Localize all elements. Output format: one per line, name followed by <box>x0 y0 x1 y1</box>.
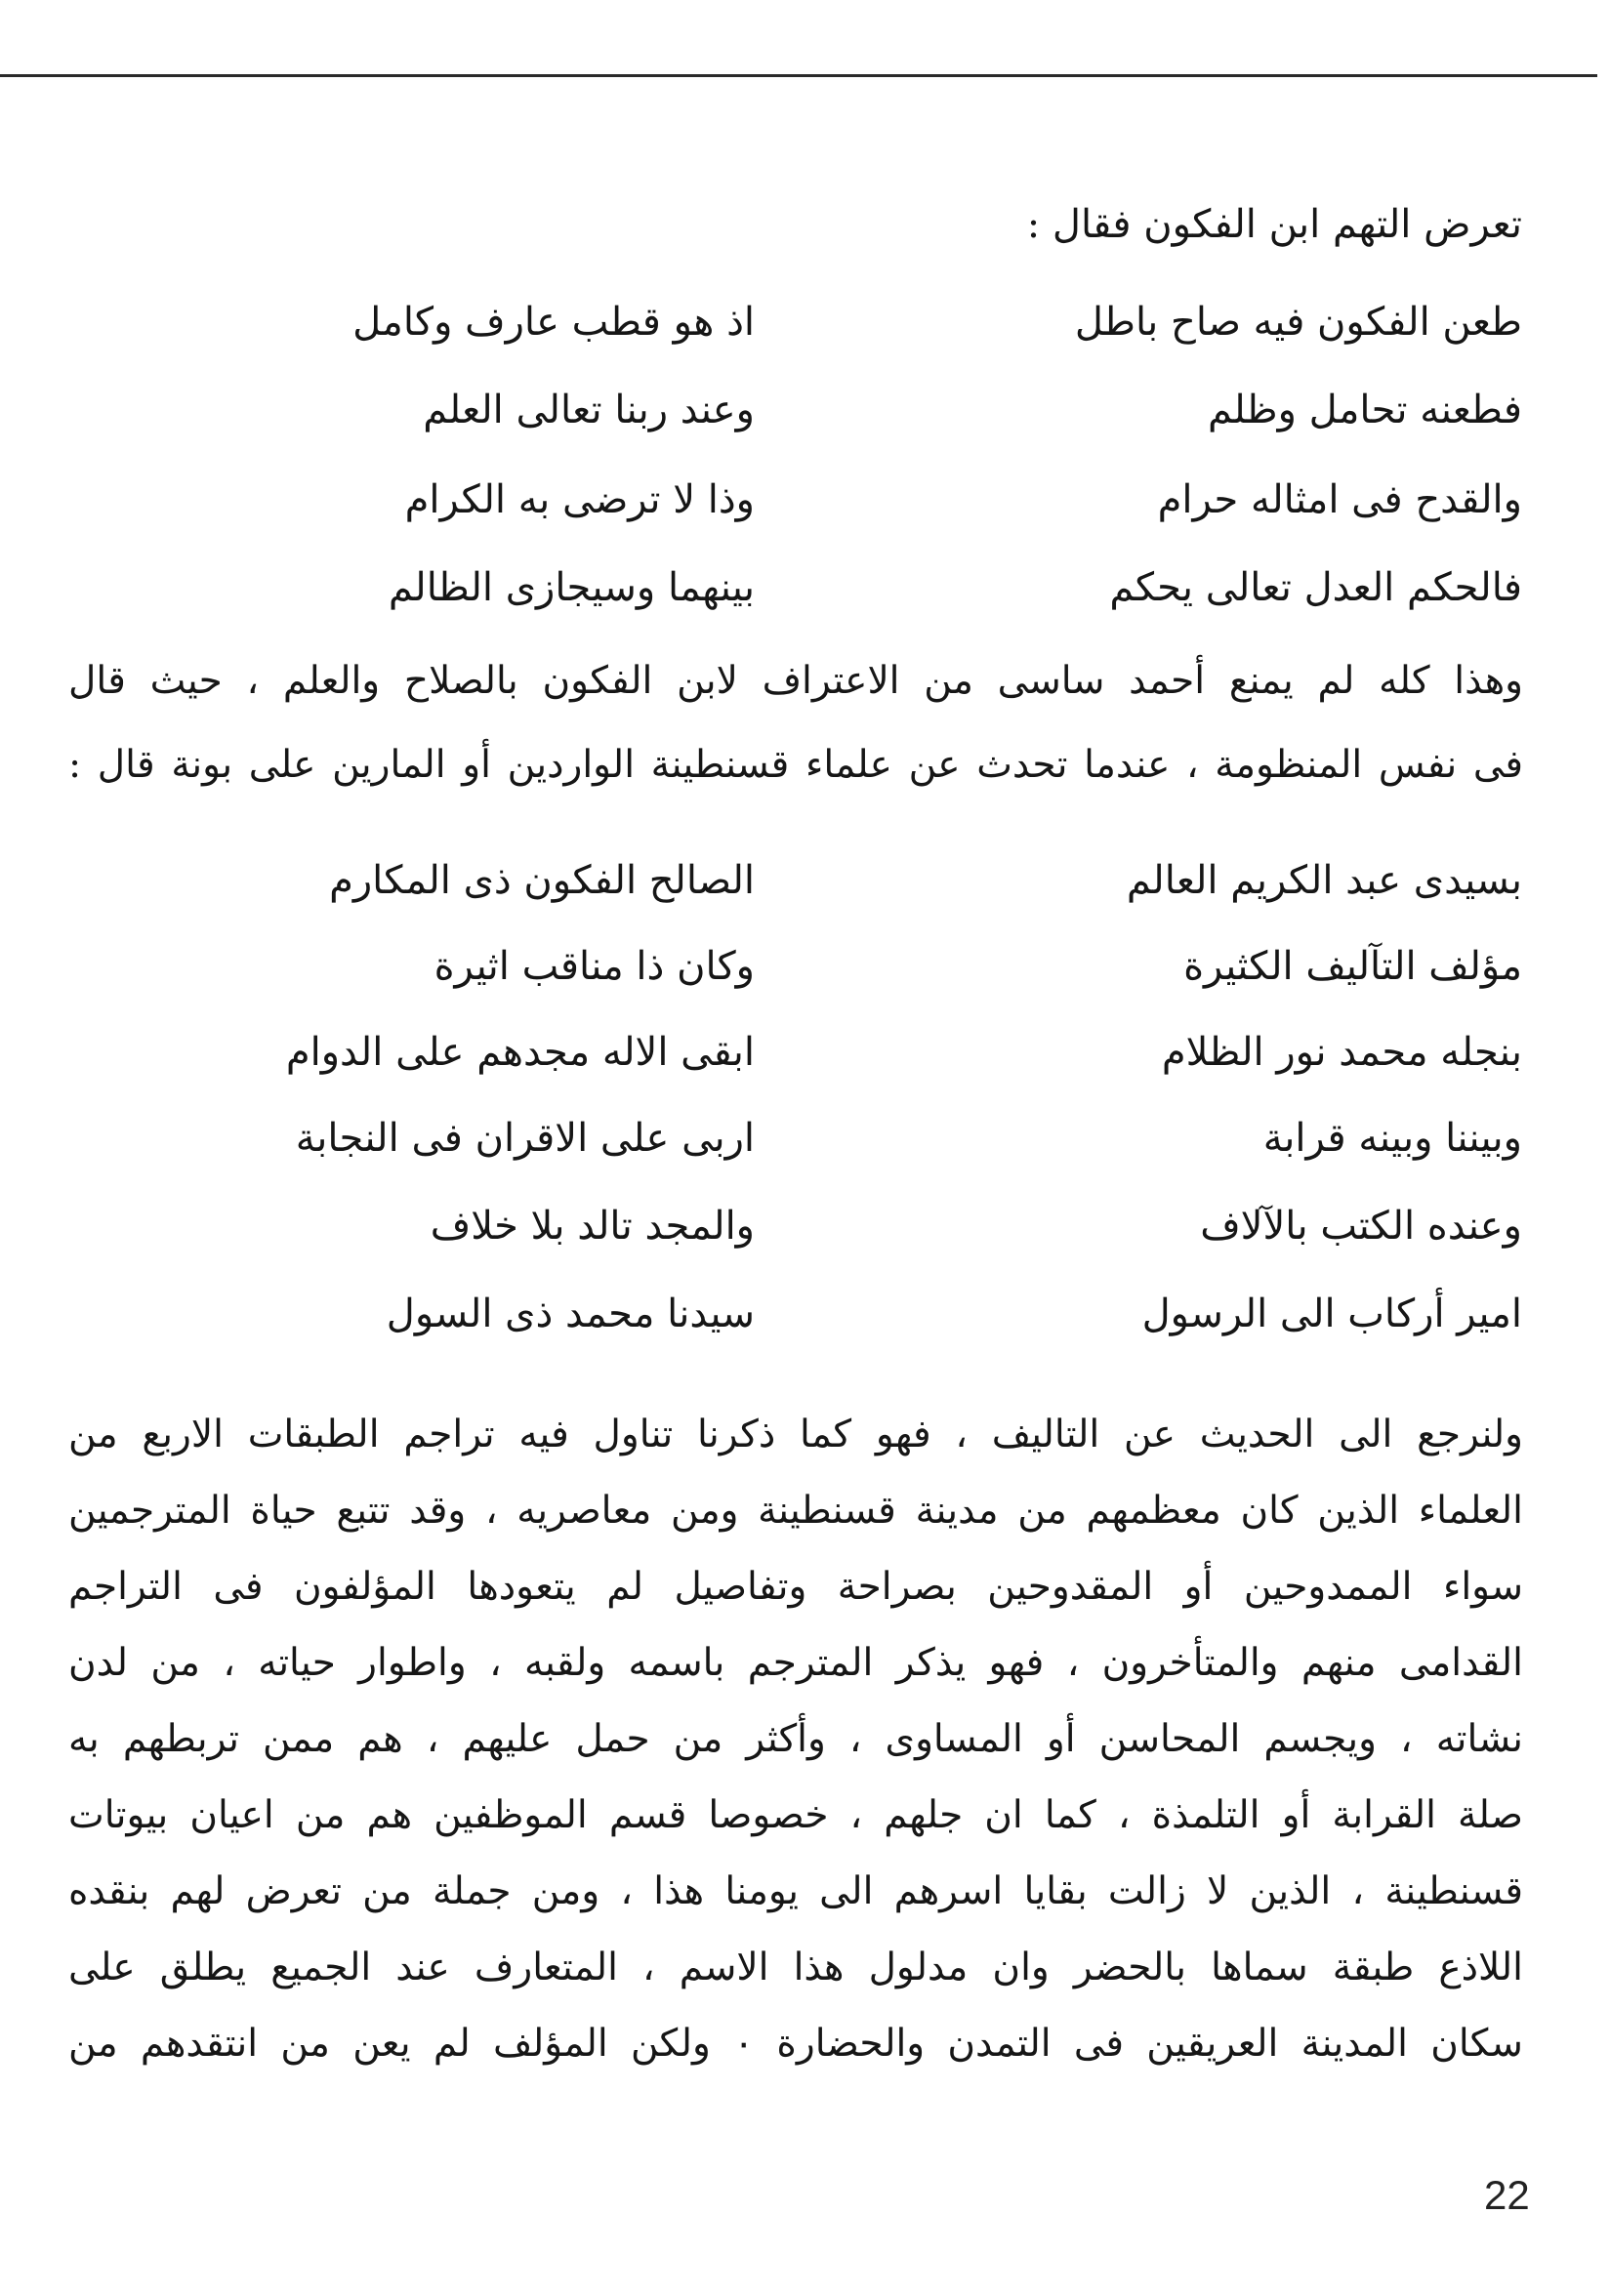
verse-first-hemistich: امير أركاب الى الرسول <box>1141 1292 1522 1336</box>
paragraph-line: القدامى منهم والمتأخرون ، فهو يذكر المترجم باسمه ولقبه ، واطوار حياته ، من لدن <box>68 1641 1523 1685</box>
verse-second-hemistich: والمجد تالد بلا خلاف <box>430 1204 755 1249</box>
paragraph-line: قسنطينة ، الذين لا زالت بقايا اسرهم الى يومنا هذا ، ومن جملة من تعرض لهم بنقده <box>68 1869 1523 1913</box>
top-rule <box>0 74 1597 77</box>
intro-line: تعرض التهم ابن الفكون فقال : <box>1026 202 1522 247</box>
verse-first-hemistich: والقدح فى امثاله حرام <box>1157 477 1522 522</box>
verse-first-hemistich: فالحكم العدل تعالى يحكم <box>1109 565 1522 610</box>
verse-second-hemistich: اذ هو قطب عارف وكامل <box>352 300 755 345</box>
page-number: 22 <box>1484 2172 1530 2218</box>
poem2-verse <box>0 1109 1610 1168</box>
verse-first-hemistich: طعن الفكون فيه صاح باطل <box>1074 300 1522 345</box>
verse-first-hemistich: بنجله محمد نور الظلام <box>1161 1030 1522 1075</box>
verse-second-hemistich: سيدنا محمد ذى السول <box>386 1292 755 1336</box>
verse-first-hemistich: فطعنه تحامل وظلم <box>1207 388 1522 432</box>
paragraph-line: سواء الممدوحين أو المقدوحين بصراحة وتفاصيل لم يتعودها المؤلفون فى التراجم <box>68 1565 1523 1609</box>
verse-second-hemistich: بينهما وسيجازى الظالم <box>388 565 755 610</box>
paragraph-line: نشاته ، ويجسم المحاسن أو المساوى ، وأكثر من حمل عليهم ، هم ممن تربطهم به <box>68 1717 1523 1761</box>
poem1-verse <box>0 558 1610 617</box>
paragraph-line: اللاذع طبقة سماها بالحضر وان مدلول هذا الاسم ، المتعارف عند الجميع يطلق على <box>68 1946 1523 1989</box>
verse-second-hemistich: وكان ذا مناقب اثيرة <box>433 944 755 989</box>
paragraph-line: صلة القرابة أو التلمذة ، كما ان جلهم ، خصوصا قسم الموظفين هم من اعيان بيوتات <box>68 1793 1523 1837</box>
paragraph-line: فى نفس المنظومة ، عندما تحدث عن علماء قسنطينة الواردين أو المارين على بونة قال : <box>68 743 1523 787</box>
poem2-verse <box>0 1285 1610 1343</box>
paragraph-line: سكان المدينة العريقين فى التمدن والحضارة ٠ ولكن المؤلف لم يعن من انتقدهم من <box>68 2022 1523 2066</box>
verse-first-hemistich: وعنده الكتب بالآلاف <box>1200 1204 1522 1249</box>
verse-second-hemistich: وذا لا ترضى به الكرام <box>404 477 755 522</box>
verse-first-hemistich: بسيدى عبد الكريم العالم <box>1126 858 1522 903</box>
poem2-verse <box>0 1023 1610 1082</box>
verse-second-hemistich: الصالح الفكون ذى المكارم <box>329 858 755 903</box>
verse-second-hemistich: وعند ربنا تعالى العلم <box>423 388 755 432</box>
poem2-verse <box>0 937 1610 996</box>
poem1-verse <box>0 293 1610 351</box>
paragraph-line: ولنرجع الى الحديث عن التاليف ، فهو كما ذكرنا تناول فيه تراجم الطبقات الاربع من <box>68 1413 1523 1456</box>
poem1-verse <box>0 471 1610 529</box>
verse-first-hemistich: مؤلف التآليف الكثيرة <box>1183 944 1522 989</box>
verse-first-hemistich: وبيننا وبينه قرابة <box>1262 1116 1522 1161</box>
poem2-verse <box>0 851 1610 910</box>
poem1-verse <box>0 381 1610 439</box>
paragraph-line: وهذا كله لم يمنع أحمد ساسى من الاعتراف لابن الفكون بالصلاح والعلم ، حيث قال <box>68 659 1523 703</box>
verse-second-hemistich: ابقى الاله مجدهم على الدوام <box>285 1030 755 1075</box>
verse-second-hemistich: اربى على الاقران فى النجابة <box>295 1116 755 1161</box>
poem2-verse <box>0 1197 1610 1255</box>
paragraph-line: العلماء الذين كان معظمهم من مدينة قسنطينة ومن معاصريه ، وقد تتبع حياة المترجمين <box>68 1489 1523 1533</box>
